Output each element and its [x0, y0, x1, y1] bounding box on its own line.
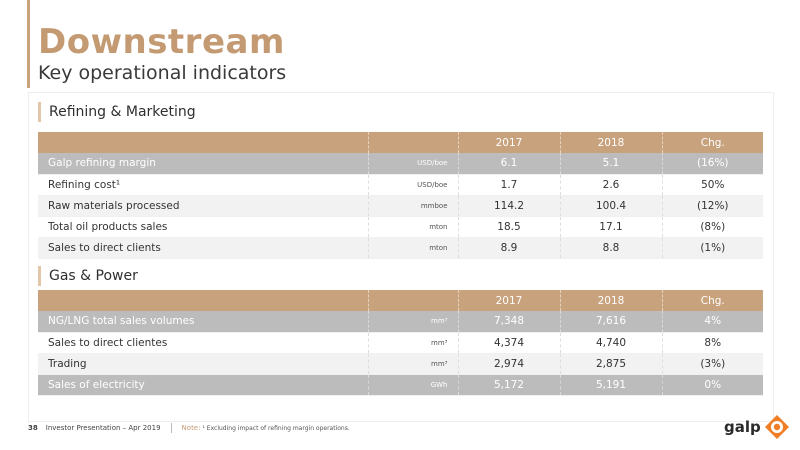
row-change: 0%	[662, 374, 763, 395]
note-label: Note:	[181, 424, 201, 432]
row-value-2017: 4,374	[458, 332, 560, 353]
section-marker	[38, 102, 41, 122]
row-value-2017: 5,172	[458, 374, 560, 395]
header-unit-cell	[368, 132, 458, 153]
row-change: (3%)	[662, 353, 763, 374]
row-value-2018: 8.8	[560, 237, 662, 258]
row-change: 4%	[662, 311, 763, 332]
row-unit: mton	[368, 216, 458, 237]
logo-wordmark: galp	[724, 418, 761, 436]
table-row	[38, 174, 763, 195]
row-label: NG/LNG total sales volumes	[38, 311, 368, 332]
row-unit: mm³	[368, 353, 458, 374]
row-unit: USD/boe	[368, 153, 458, 174]
table-row	[38, 153, 763, 174]
row-label: Sales of electricity	[38, 374, 368, 395]
title-accent-bar	[27, 0, 30, 88]
row-value-2018: 5,191	[560, 374, 662, 395]
row-change: (12%)	[662, 195, 763, 216]
footer-divider	[171, 423, 172, 433]
row-label: Galp refining margin	[38, 153, 368, 174]
section-title: Gas & Power	[49, 268, 138, 284]
row-unit: mm³	[368, 311, 458, 332]
footer	[28, 423, 350, 433]
row-value-2018: 7,616	[560, 311, 662, 332]
header-change: Chg.	[662, 290, 763, 311]
row-value-2017: 7,348	[458, 311, 560, 332]
row-value-2018: 5.1	[560, 153, 662, 174]
header-change: Chg.	[662, 132, 763, 153]
row-label: Trading	[38, 353, 368, 374]
section-title: Refining & Marketing	[49, 104, 196, 120]
row-label: Raw materials processed	[38, 195, 368, 216]
row-value-2018: 2,875	[560, 353, 662, 374]
section-heading-refining	[38, 102, 196, 122]
row-unit: mton	[368, 237, 458, 258]
page-title: Downstream	[38, 22, 285, 62]
page-number: 38	[28, 424, 38, 432]
row-value-2018: 2.6	[560, 174, 662, 195]
note-text: ¹ Excluding impact of refining margin operations.	[202, 424, 350, 432]
presentation-label: Investor Presentation – Apr 2019	[45, 424, 161, 432]
row-value-2017: 1.7	[458, 174, 560, 195]
row-value-2018: 100.4	[560, 195, 662, 216]
table-row	[38, 374, 763, 395]
row-unit: mmboe	[368, 195, 458, 216]
header-year-2017: 2017	[458, 290, 560, 311]
table-row	[38, 237, 763, 258]
row-value-2018: 17.1	[560, 216, 662, 237]
table-row	[38, 353, 763, 374]
table-row	[38, 332, 763, 353]
table-header-row	[38, 290, 763, 311]
gas-power-table	[38, 290, 763, 396]
row-value-2017: 2,974	[458, 353, 560, 374]
header-label-cell	[38, 132, 368, 153]
section-marker	[38, 266, 41, 286]
table-header-row	[38, 132, 763, 153]
header-label-cell	[38, 290, 368, 311]
row-change: (1%)	[662, 237, 763, 258]
galp-logo	[724, 414, 790, 440]
header-year-2017: 2017	[458, 132, 560, 153]
row-value-2017: 18.5	[458, 216, 560, 237]
galp-logo-icon	[764, 414, 790, 440]
table-row	[38, 195, 763, 216]
row-change: 50%	[662, 174, 763, 195]
row-value-2017: 114.2	[458, 195, 560, 216]
header-year-2018: 2018	[560, 132, 662, 153]
row-value-2017: 8.9	[458, 237, 560, 258]
table-row	[38, 311, 763, 332]
row-unit: USD/boe	[368, 174, 458, 195]
row-unit: mm³	[368, 332, 458, 353]
page-subtitle: Key operational indicators	[38, 62, 287, 84]
row-label: Total oil products sales	[38, 216, 368, 237]
header-unit-cell	[368, 290, 458, 311]
row-change: (8%)	[662, 216, 763, 237]
row-label: Refining cost¹	[38, 174, 368, 195]
row-value-2017: 6.1	[458, 153, 560, 174]
row-label: Sales to direct clientes	[38, 332, 368, 353]
header-year-2018: 2018	[560, 290, 662, 311]
row-value-2018: 4,740	[560, 332, 662, 353]
row-change: (16%)	[662, 153, 763, 174]
section-heading-gas-power	[38, 266, 138, 286]
row-unit: GWh	[368, 374, 458, 395]
row-change: 8%	[662, 332, 763, 353]
table-row	[38, 216, 763, 237]
row-label: Sales to direct clients	[38, 237, 368, 258]
refining-marketing-table	[38, 132, 763, 259]
